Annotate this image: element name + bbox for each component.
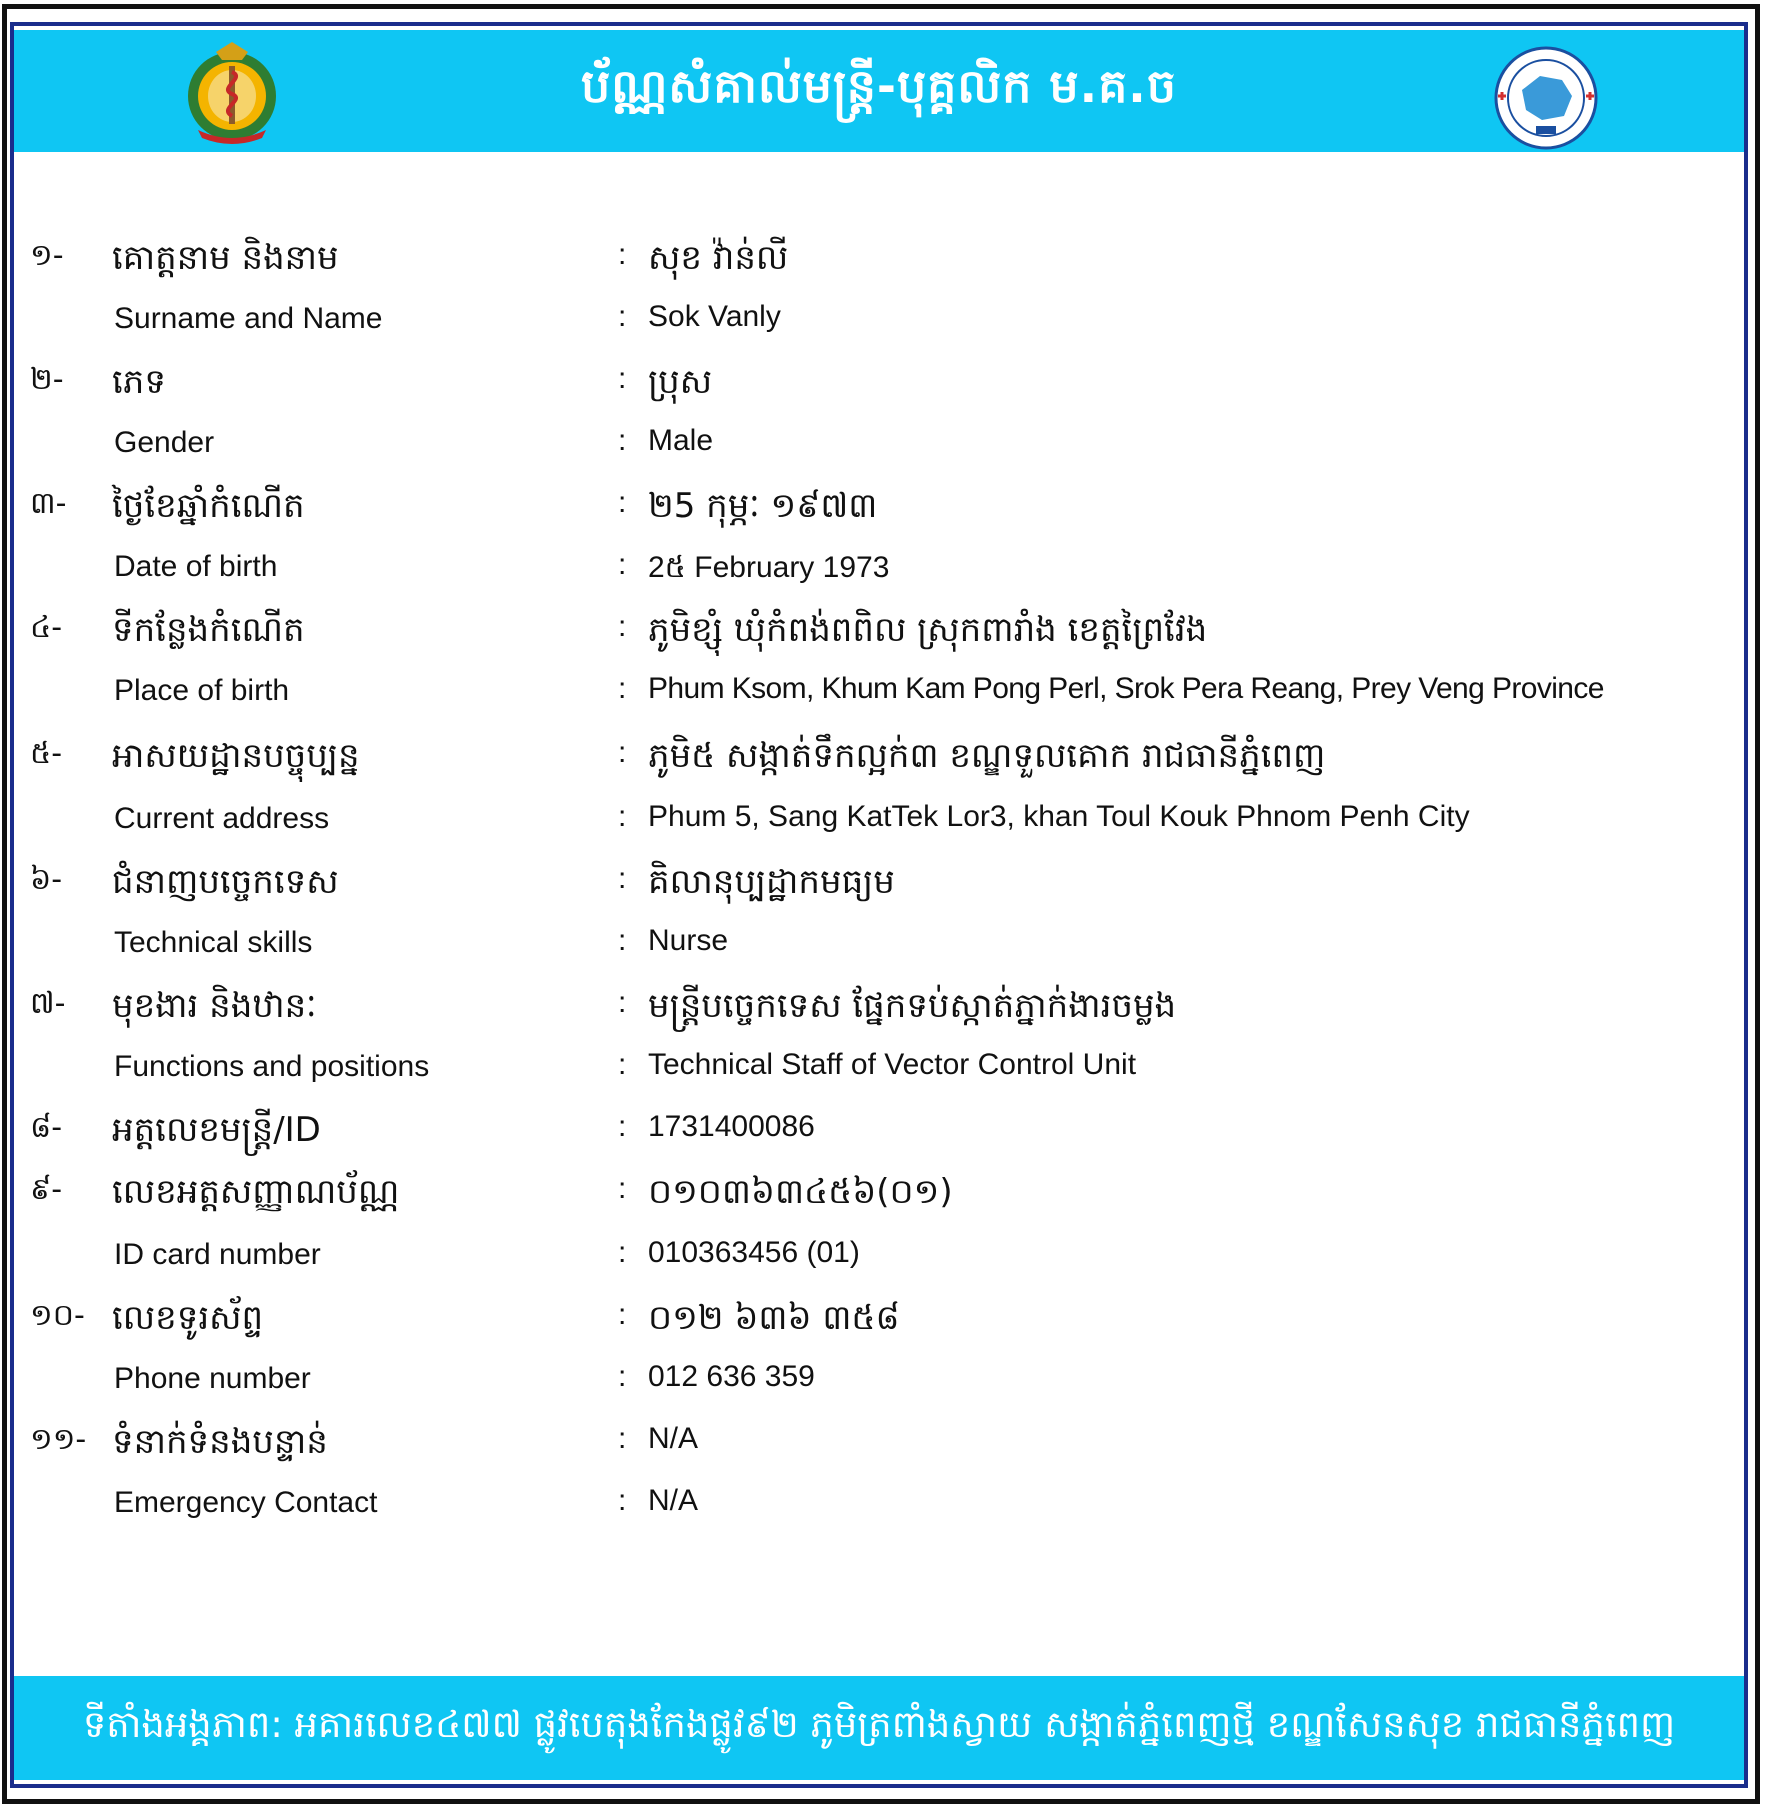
field-colon: : [618, 1236, 627, 1269]
field-colon: : [618, 1110, 627, 1143]
field-value-en: Nurse [648, 924, 729, 957]
field-idcard-en-row [0, 1226, 1771, 1282]
field-number: ៥- [30, 736, 63, 771]
field-number: ៧- [30, 986, 66, 1021]
field-colon: : [618, 672, 627, 705]
field-colon: : [618, 362, 627, 395]
field-number: ៤- [30, 610, 63, 645]
field-colon: : [618, 548, 627, 581]
field-value-km: មន្ត្រីបច្ចេកទេស ផ្នែកទប់ស្កាត់ភ្នាក់ងារចម្លង [648, 986, 1177, 1026]
field-label-km: លេខទូរស័ព្ទ [112, 1298, 264, 1338]
field-value-en: 010363456 (01) [648, 1236, 860, 1269]
field-label-en: Date of birth [114, 550, 278, 583]
field-phone-en-row [0, 1350, 1771, 1406]
field-colon: : [618, 862, 627, 895]
field-label-km: ថ្ងៃខែឆ្នាំកំណើត [112, 486, 305, 526]
field-value-km: ០១០៣៦៣៤៥៦(០១) [648, 1172, 953, 1212]
field-label-km: អត្តលេខមន្ត្រី/ID [112, 1110, 321, 1150]
field-value-en: Phum 5, Sang KatTek Lor3, khan Toul Kouk Phnom Penh City [648, 800, 1470, 833]
field-idcard-km-row [0, 1162, 1771, 1218]
field-value-km: N/A [648, 1422, 699, 1455]
field-colon: : [618, 986, 627, 1019]
field-number: ៦- [30, 862, 63, 897]
field-label-en: Current address [114, 802, 330, 835]
field-birthplace-km-row [0, 600, 1771, 656]
field-label-km: ទំនាក់ទំនងបន្ទាន់ [112, 1422, 328, 1462]
field-label-km: ទីកន្លែងកំណើត [112, 610, 305, 650]
field-label-km: គោត្តនាម និងនាម [112, 238, 339, 278]
field-colon: : [618, 1298, 627, 1331]
field-value-km: សុខ វ៉ាន់លី [648, 238, 789, 278]
field-surname-en-row [0, 290, 1771, 346]
field-label-en: Gender [114, 426, 215, 459]
field-emergency-km-row [0, 1412, 1771, 1468]
field-skills-km-row [0, 852, 1771, 908]
field-colon: : [618, 800, 627, 833]
field-value-km: ភូមិ៥ សង្កាត់ទឹកល្អក់៣ ខណ្ឌទួលគោក រាជធានីភ្នំពេញ [648, 736, 1326, 776]
field-staff-id-row [0, 1100, 1771, 1156]
field-value-en: 2៥ February 1973 [648, 551, 890, 584]
field-label-en: Functions and positions [114, 1050, 430, 1083]
field-label-km: អាសយដ្ឋានបច្ចុប្បន្ន [112, 736, 360, 776]
field-colon: : [618, 610, 627, 643]
field-colon: : [618, 1484, 627, 1517]
field-label-en: Phone number [114, 1362, 311, 1395]
field-label-en: Surname and Name [114, 302, 383, 335]
header-band [14, 30, 1744, 152]
field-label-km: ជំនាញបច្ចេកទេស [112, 862, 339, 902]
field-colon: : [618, 924, 627, 957]
field-label-km: លេខអត្តសញ្ញាណប័ណ្ណ [112, 1172, 400, 1212]
field-colon: : [618, 1422, 627, 1455]
field-colon: : [618, 486, 627, 519]
field-label-km: ភេទ [112, 362, 166, 402]
field-gender-en-row [0, 414, 1771, 470]
field-number: ៨- [30, 1110, 63, 1145]
field-colon: : [618, 736, 627, 769]
field-value-en: Sok Vanly [648, 300, 781, 333]
field-number: ២- [30, 362, 64, 397]
field-label-en: Technical skills [114, 926, 313, 959]
field-birthdate-km-row [0, 476, 1771, 532]
field-phone-km-row [0, 1288, 1771, 1344]
field-label-km: មុខងារ និងឋានៈ [112, 986, 317, 1026]
field-colon: : [618, 424, 627, 457]
footer-band [14, 1676, 1744, 1780]
field-colon: : [618, 1172, 627, 1205]
field-position-en-row [0, 1038, 1771, 1094]
field-address-en-row [0, 790, 1771, 846]
field-birthdate-en-row [0, 538, 1771, 594]
field-label-en: Place of birth [114, 674, 290, 707]
field-colon: : [618, 300, 627, 333]
field-value-km: ប្រុស [648, 362, 713, 402]
field-position-km-row [0, 976, 1771, 1032]
field-gender-km-row [0, 352, 1771, 408]
field-number: ៩- [30, 1172, 63, 1207]
field-label-en: Emergency Contact [114, 1486, 378, 1519]
field-value-km: ២5 កុម្ភៈ ១៩៧៣ [648, 486, 878, 526]
field-value-km: ភូមិខ្សុំ ឃុំកំពង់ពពិល ស្រុកពារាំង ខេត្តព្រៃវែង [648, 610, 1208, 650]
field-surname-km-row [0, 228, 1771, 284]
field-number: ៣- [30, 486, 67, 521]
field-value-en: 012 636 359 [648, 1360, 815, 1393]
field-number: ១០- [30, 1298, 85, 1333]
field-colon: : [618, 1360, 627, 1393]
field-value-km: ០១២ ៦៣៦ ៣៥៨ [648, 1298, 900, 1338]
field-address-km-row [0, 726, 1771, 782]
field-colon: : [618, 1048, 627, 1081]
field-value-en: Male [648, 424, 714, 457]
field-birthplace-en-row [0, 662, 1771, 718]
field-emergency-en-row [0, 1474, 1771, 1530]
field-colon: : [618, 238, 627, 271]
field-skills-en-row [0, 914, 1771, 970]
card-title: ប័ណ្ណសំគាល់មន្ត្រី-បុគ្គលិក ម.គ.ច [581, 59, 1177, 113]
field-value-en: Phum Ksom, Khum Kam Pong Perl, Srok Pera Reang, Prey Veng Province [648, 672, 1604, 705]
field-number: ១១- [30, 1422, 87, 1457]
office-location-text: ទីតាំងអង្គភាព: អគារលេខ៤៧៧ ផ្លូវបេតុងកែងផ្លូវ៩២ ភូមិត្រពាំងស្វាយ សង្កាត់ភ្នំពេញថ្មី ខណ្ឌសែនសុខ រាជធានីភ្នំពេញ [82, 1703, 1676, 1746]
field-value-en: Technical Staff of Vector Control Unit [648, 1048, 1137, 1081]
cnm-logo-icon [1492, 46, 1600, 150]
field-value-km: 1731400086 [648, 1110, 815, 1143]
field-value-km: គិលានុប្បដ្ឋាកមធ្យម [648, 862, 895, 902]
field-number: ១- [30, 238, 64, 273]
field-label-en: ID card number [114, 1238, 321, 1271]
field-value-en: N/A [648, 1484, 699, 1517]
